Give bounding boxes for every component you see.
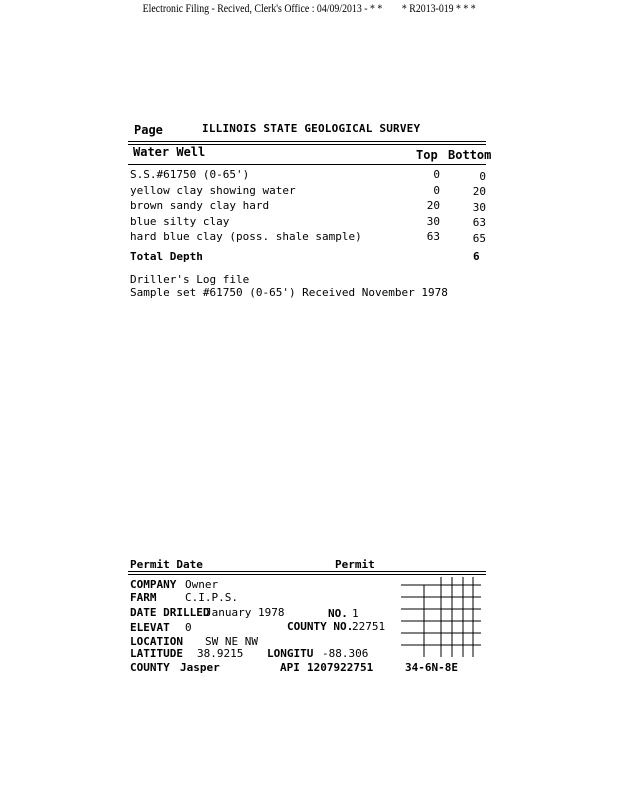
page-label: Page: [134, 123, 163, 137]
filing-stamp: Electronic Filing - Recived, Clerk's Office : 04/09/2013 - * *: [142, 1, 383, 15]
longitude-value: -88.306: [322, 647, 369, 660]
farm-value: C.I.P.S.: [185, 591, 238, 604]
driller-log-note: Driller's Log file: [130, 273, 250, 286]
log-bottom: 30: [472, 201, 486, 214]
company-value: Owner: [185, 578, 219, 591]
form-rule-double: [128, 574, 486, 575]
col-header-well: Water Well: [133, 145, 206, 159]
log-desc: brown sandy clay hard: [130, 199, 270, 212]
log-bottom: 63: [472, 216, 486, 229]
log-top: 30: [426, 215, 440, 228]
county-no-value: 22751: [352, 620, 386, 633]
log-top: 0: [433, 168, 440, 181]
col-header-top: Top: [416, 148, 438, 162]
log-top: 20: [426, 199, 440, 212]
county-no-label: COUNTY NO.: [287, 620, 354, 633]
log-desc: hard blue clay (poss. shale sample): [130, 230, 362, 243]
total-depth-value: 6: [473, 250, 480, 263]
total-depth-label: Total Depth: [130, 250, 203, 263]
top-rule: [128, 141, 486, 142]
header-rule: [128, 164, 486, 165]
api-label: API: [280, 661, 300, 674]
log-bottom: 0: [479, 170, 486, 183]
log-desc: blue silty clay: [130, 215, 230, 228]
location-value: SW NE NW: [205, 635, 258, 648]
well-no-label: NO.: [328, 607, 348, 620]
latitude-value: 38.9215: [197, 647, 244, 660]
log-desc: S.S.#61750 (0-65'): [130, 168, 250, 181]
filing-header: [56, 0, 563, 16]
county-label: COUNTY: [130, 661, 170, 674]
survey-title: ILLINOIS STATE GEOLOGICAL SURVEY: [202, 122, 421, 135]
location-label: LOCATION: [130, 635, 183, 648]
latitude-label: LATITUDE: [130, 647, 183, 660]
company-label: COMPANY: [130, 578, 177, 591]
log-bottom: 20: [472, 185, 486, 198]
col-header-bottom: Bottom: [448, 148, 492, 162]
well-no-value: 1: [352, 607, 359, 620]
date-drilled-value: January 1978: [205, 606, 285, 619]
api-value: 1207922751: [307, 661, 374, 674]
permit-label: Permit: [335, 558, 375, 571]
log-desc: yellow clay showing water: [130, 184, 296, 197]
elevation-value: 0: [185, 621, 192, 634]
log-bottom: 65: [472, 232, 486, 245]
township-range-value: 34-6N-8E: [405, 661, 458, 674]
elevation-label: ELEVAT: [130, 621, 170, 634]
longitude-label: LONGITU: [267, 647, 314, 660]
permit-date-label: Permit Date: [130, 558, 203, 571]
date-drilled-label: DATE DRILLED: [130, 606, 210, 619]
county-value: Jasper: [180, 661, 220, 674]
log-top: 63: [426, 230, 440, 243]
docket-number: * R2013-019 * * *: [401, 1, 476, 15]
farm-label: FARM: [130, 591, 157, 604]
sample-set-note: Sample set #61750 (0-65') Received November 1978: [130, 286, 448, 299]
form-rule: [128, 571, 486, 572]
log-top: 0: [433, 184, 440, 197]
section-location-grid: [401, 577, 481, 657]
